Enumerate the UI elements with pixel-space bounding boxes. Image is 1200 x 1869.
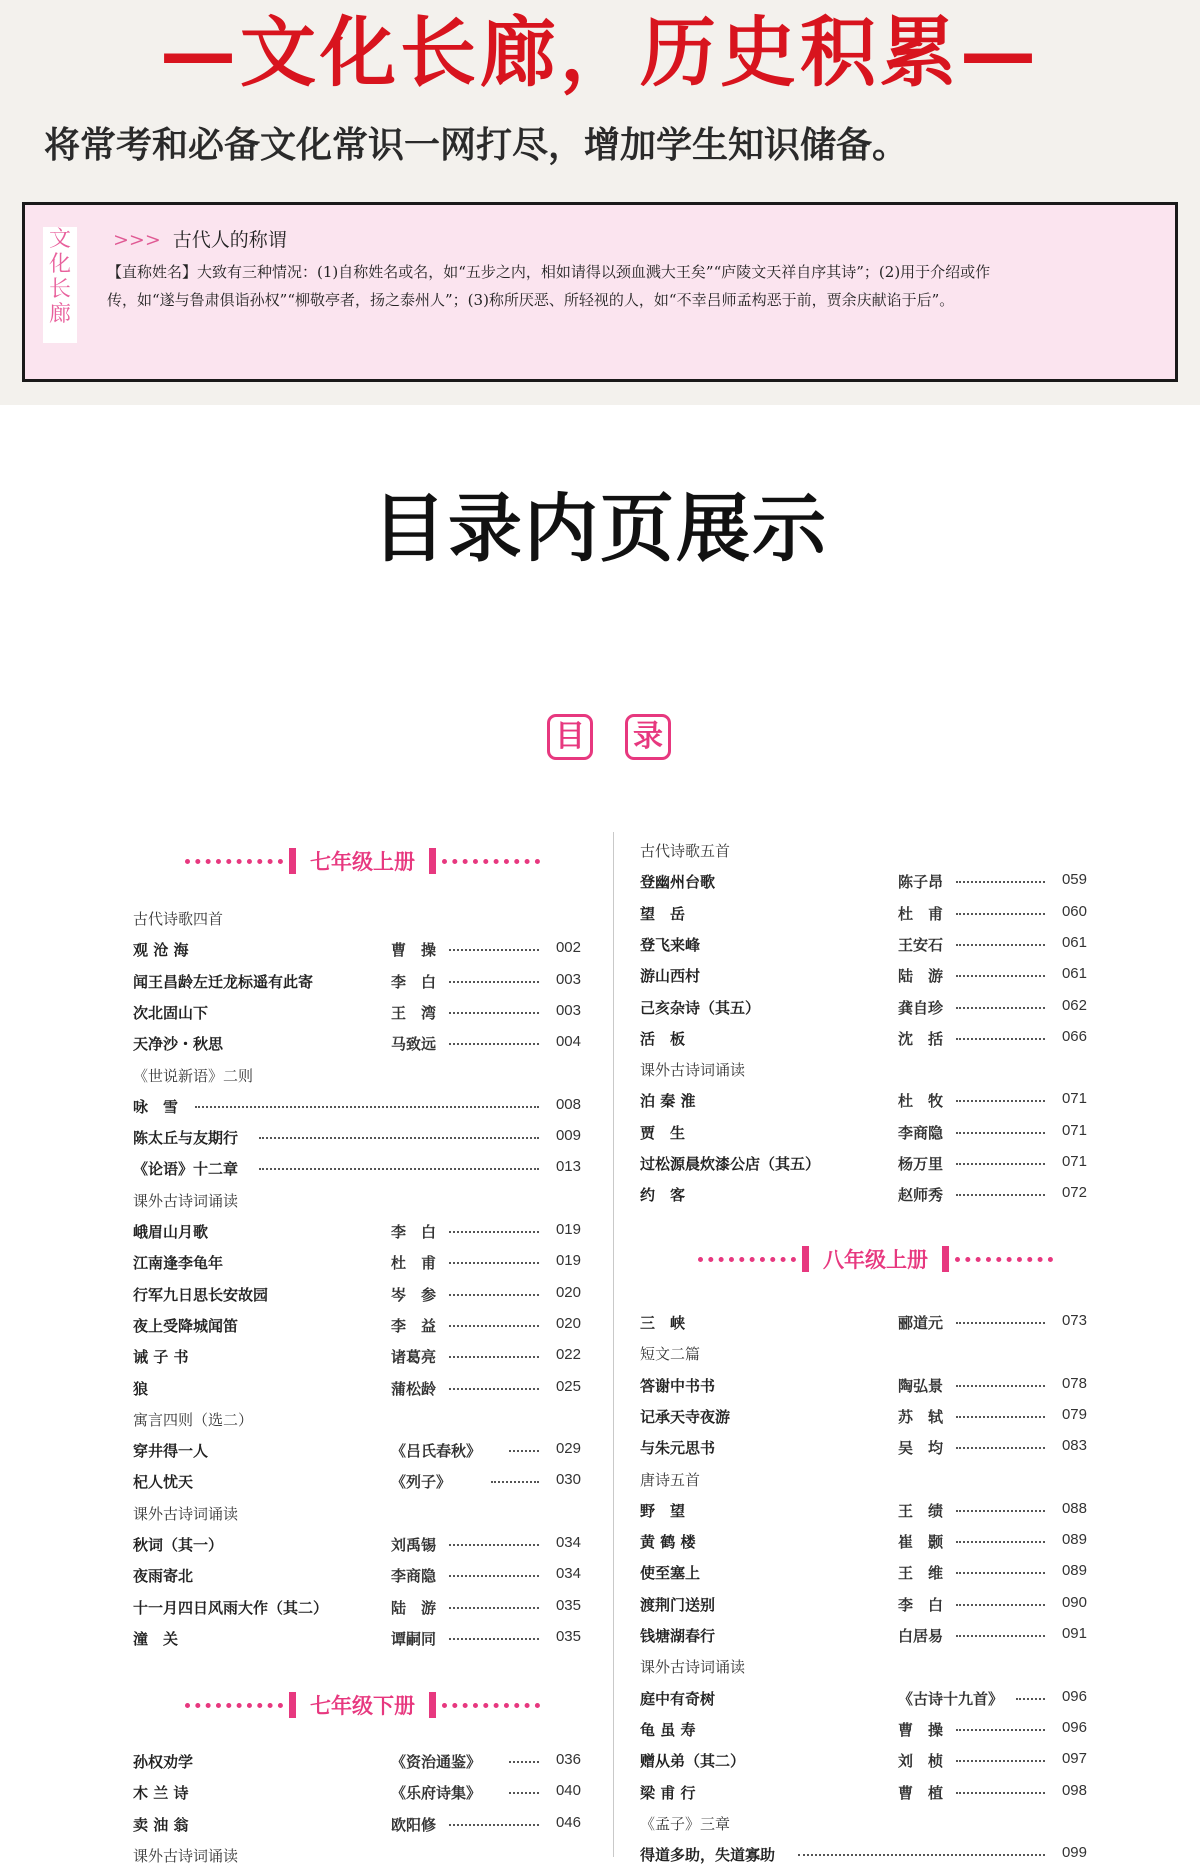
toc-entry xyxy=(640,930,1087,958)
toc-entry xyxy=(640,899,1087,927)
toc-page-number: 013 xyxy=(555,1158,581,1176)
toc-entry xyxy=(640,993,1087,1021)
toc-entry xyxy=(640,1055,1087,1083)
toc-title: 泊 秦 淮 xyxy=(640,1092,696,1111)
leader-dots xyxy=(259,1168,539,1170)
toc-entry xyxy=(133,1467,581,1495)
toc-page-number: 003 xyxy=(555,1001,581,1019)
toc-title: 野 望 xyxy=(640,1501,686,1520)
toc-entry xyxy=(133,1342,581,1370)
toc-page-number: 004 xyxy=(555,1033,581,1051)
leader-dots xyxy=(1016,1698,1045,1700)
toc-entry xyxy=(133,1248,581,1276)
leader-dots xyxy=(449,1262,539,1264)
toc-author: 《列子》 xyxy=(391,1473,452,1492)
toc-title: 夜雨寄北 xyxy=(133,1567,194,1586)
leader-dots xyxy=(449,1325,539,1327)
toc-entry xyxy=(640,1086,1087,1114)
toc-author: 曹 植 xyxy=(898,1783,944,1802)
leader-dots xyxy=(956,975,1045,977)
grade-label: 七年级下册 xyxy=(310,1694,415,1718)
toc-page-number: 088 xyxy=(1061,1499,1087,1517)
toc-entry xyxy=(640,1558,1087,1586)
toc-entry xyxy=(133,1217,581,1245)
toc-title: 短文二篇 xyxy=(640,1345,701,1364)
accent-bar xyxy=(289,848,296,874)
toc-entry xyxy=(640,1527,1087,1555)
toc-author: 白居易 xyxy=(898,1627,944,1645)
toc-entry xyxy=(133,1311,581,1339)
toc-author: 刘 桢 xyxy=(898,1752,944,1771)
leader-dots xyxy=(956,1132,1045,1134)
toc-page-number: 003 xyxy=(555,970,581,988)
leader-dots xyxy=(956,1194,1045,1196)
toc-author: 《吕氏春秋》 xyxy=(391,1442,482,1461)
leader-dots xyxy=(449,1012,539,1014)
toc-title: 活 板 xyxy=(640,1029,686,1048)
toc-title: 杞人忧天 xyxy=(133,1473,194,1492)
toc-author: 陶弘景 xyxy=(898,1376,944,1395)
toc-author: 《乐府诗集》 xyxy=(391,1784,482,1803)
leader-dots xyxy=(956,1760,1045,1762)
toc-entry xyxy=(133,1436,581,1464)
toc-entry xyxy=(640,1433,1087,1461)
toc-page-number: 034 xyxy=(555,1565,581,1583)
toc-entry xyxy=(133,1841,581,1869)
toc-page-number: 062 xyxy=(1061,996,1087,1014)
toc-title: 古代诗歌四首 xyxy=(133,910,224,928)
leader-dots xyxy=(449,981,539,983)
toc-author: 沈 括 xyxy=(898,1029,944,1048)
toc-author: 马致远 xyxy=(391,1035,437,1054)
toc-author: 李 益 xyxy=(391,1316,437,1335)
accent-bar xyxy=(942,1246,949,1272)
toc-entry xyxy=(133,1061,581,1089)
toc-entry xyxy=(133,1029,581,1057)
toc-entry xyxy=(133,1374,581,1402)
toc-title: 《世说新语》二则 xyxy=(133,1066,254,1085)
toc-entry xyxy=(133,1499,581,1527)
toc-entry xyxy=(133,1092,581,1120)
culture-sample-box xyxy=(22,202,1178,382)
box-text-line: 【直称姓名】大致有三种情况：(1)自称姓名或名，如“五步之内，相如请得以颈血溅大王矣”“庐陵文天祥自序其诗”；(2)用于介绍或作 xyxy=(107,263,991,281)
toc-entry xyxy=(133,1747,581,1775)
toc-title: 得道多助，失道寡助 xyxy=(640,1846,776,1865)
toc-title: 答谢中书书 xyxy=(640,1376,716,1395)
leader-dots xyxy=(509,1761,539,1763)
toc-author: 龚自珍 xyxy=(898,998,944,1017)
toc-title: 次北固山下 xyxy=(133,1003,209,1022)
toc-page-number: 019 xyxy=(555,1252,581,1270)
toc-title: 黄 鹤 楼 xyxy=(640,1533,696,1552)
grade-heading-7b xyxy=(185,1690,540,1720)
toc-entry xyxy=(133,1405,581,1433)
leader-dots xyxy=(449,1638,539,1640)
toc-page-number: 091 xyxy=(1061,1625,1087,1642)
toc-author: 王 湾 xyxy=(391,1003,437,1022)
dotted-rule xyxy=(955,1257,1053,1262)
leader-dots xyxy=(798,1854,1045,1856)
toc-entry xyxy=(133,1280,581,1308)
toc-title: 诫 子 书 xyxy=(133,1348,189,1367)
toc-author: 郦道元 xyxy=(898,1314,944,1332)
toc-title: 庭中有奇树 xyxy=(640,1689,716,1708)
toc-entry xyxy=(640,1496,1087,1524)
leader-dots xyxy=(195,1106,539,1108)
toc-page-number: 030 xyxy=(555,1471,581,1489)
box-title: 古代人的称谓 xyxy=(172,229,287,251)
toc-entry xyxy=(133,904,581,932)
toc-author: 吴 均 xyxy=(898,1439,944,1458)
toc-title: 约 客 xyxy=(640,1186,686,1205)
toc-entry xyxy=(640,1809,1087,1837)
toc-title: 游山西村 xyxy=(640,967,701,986)
leader-dots xyxy=(956,1604,1045,1606)
leader-dots xyxy=(956,1322,1045,1324)
toc-page-number: 098 xyxy=(1061,1781,1087,1799)
toc-author: 李 白 xyxy=(391,972,437,991)
toc-author: 赵师秀 xyxy=(898,1186,944,1205)
toc-title: 行军九日思长安故园 xyxy=(133,1285,269,1304)
toc-page-number: 071 xyxy=(1061,1121,1087,1139)
toc-title: 咏 雪 xyxy=(133,1097,179,1116)
toc-page-number: 078 xyxy=(1061,1374,1087,1392)
tag-char: 廊 xyxy=(48,302,71,327)
toc-author: 李商隐 xyxy=(391,1567,437,1586)
dotted-rule xyxy=(442,859,540,864)
toc-author: 《古诗十九首》 xyxy=(898,1689,1004,1708)
banner-subline: 将常考和必备文化常识一网打尽，增加学生知识储备。 xyxy=(44,125,909,166)
toc-page-number: 059 xyxy=(1061,871,1087,889)
leader-dots xyxy=(956,913,1045,915)
toc-entry xyxy=(640,1840,1087,1868)
toc-author: 苏 轼 xyxy=(898,1407,944,1426)
toc-author: 刘禹锡 xyxy=(391,1536,437,1554)
leader-dots xyxy=(956,1541,1045,1543)
toc-entry xyxy=(640,1715,1087,1743)
leader-dots xyxy=(259,1137,539,1139)
toc-author: 王安石 xyxy=(898,935,944,954)
toc-entry xyxy=(640,1746,1087,1774)
grade-heading-8a xyxy=(698,1244,1053,1274)
toc-title: 望 岳 xyxy=(640,904,686,923)
toc-author: 王 维 xyxy=(898,1564,944,1583)
toc-author: 欧阳修 xyxy=(391,1815,437,1834)
tag-char: 化 xyxy=(48,252,71,277)
toc-page-number: 099 xyxy=(1061,1844,1087,1862)
toc-entry xyxy=(133,1593,581,1621)
toc-entry xyxy=(640,1118,1087,1146)
toc-entry xyxy=(640,1149,1087,1177)
toc-entry xyxy=(640,1684,1087,1712)
toc-title: 课外古诗词诵读 xyxy=(133,1846,239,1865)
toc-title: 《孟子》三章 xyxy=(640,1814,731,1833)
toc-entry xyxy=(133,1810,581,1838)
toc-entry xyxy=(640,1371,1087,1399)
toc-entry xyxy=(133,935,581,963)
toc-page-number: 097 xyxy=(1061,1750,1087,1768)
toc-page-number: 020 xyxy=(555,1283,581,1301)
toc-entry xyxy=(133,1624,581,1652)
toc-title: 三 峡 xyxy=(640,1314,686,1332)
leader-dots xyxy=(449,1388,539,1390)
toc-page-number: 060 xyxy=(1061,902,1087,920)
toc-author: 陈子昂 xyxy=(898,873,944,892)
toc-page-number: 002 xyxy=(555,939,581,957)
toc-page-number: 073 xyxy=(1061,1312,1087,1329)
toc-page-number: 036 xyxy=(555,1751,581,1768)
section-title: 目录内页展示 xyxy=(372,486,828,572)
toc-title: 峨眉山月歌 xyxy=(133,1223,209,1241)
toc-entry xyxy=(640,1778,1087,1806)
leader-dots xyxy=(449,1544,539,1546)
toc-page-number: 025 xyxy=(555,1377,581,1395)
toc-heading-char: 录 xyxy=(625,714,671,760)
toc-title: 夜上受降城闻笛 xyxy=(133,1316,239,1335)
toc-title: 登幽州台歌 xyxy=(640,873,716,892)
toc-entry xyxy=(133,1778,581,1806)
toc-entry xyxy=(640,1402,1087,1430)
toc-page-number: 071 xyxy=(1061,1153,1087,1170)
toc-entry xyxy=(640,1339,1087,1367)
toc-page-number: 035 xyxy=(555,1596,581,1614)
toc-page-number: 061 xyxy=(1061,965,1087,983)
toc-page-number: 046 xyxy=(555,1813,581,1831)
leader-dots xyxy=(956,1729,1045,1731)
toc-title: 秋词（其一） xyxy=(133,1536,224,1554)
leader-dots xyxy=(449,949,539,951)
toc-author: 岑 参 xyxy=(391,1285,437,1304)
banner-slogan: —文化长廊，历史积累— xyxy=(160,8,1040,97)
toc-title: 天净沙・秋思 xyxy=(133,1035,224,1054)
toc-heading-char: 目 xyxy=(547,714,593,760)
toc-entry xyxy=(640,1621,1087,1649)
grade-label: 七年级上册 xyxy=(310,850,415,874)
toc-title: 课外古诗词诵读 xyxy=(640,1061,746,1080)
toc-title: 木 兰 诗 xyxy=(133,1784,189,1803)
toc-author: 曹 操 xyxy=(391,941,437,960)
toc-author: 杨万里 xyxy=(898,1155,944,1173)
dotted-rule xyxy=(698,1257,796,1262)
toc-entry xyxy=(133,1123,581,1151)
toc-page-number: 089 xyxy=(1061,1562,1087,1580)
leader-dots xyxy=(956,1447,1045,1449)
toc-page-number: 029 xyxy=(555,1440,581,1458)
toc-author: 李商隐 xyxy=(898,1123,944,1142)
leader-dots xyxy=(449,1824,539,1826)
toc-page-number: 008 xyxy=(555,1095,581,1113)
toc-title: 使至塞上 xyxy=(640,1564,701,1583)
leader-dots xyxy=(449,1043,539,1045)
toc-page-number: 022 xyxy=(555,1346,581,1364)
leader-dots xyxy=(449,1231,539,1233)
arrows-icon: >>> xyxy=(113,229,161,251)
leader-dots xyxy=(956,1635,1045,1637)
toc-title: 己亥杂诗（其五） xyxy=(640,998,761,1017)
toc-title: 贾 生 xyxy=(640,1123,686,1142)
toc-page-number: 096 xyxy=(1061,1687,1087,1705)
toc-page-number: 066 xyxy=(1061,1027,1087,1045)
accent-bar xyxy=(429,1692,436,1718)
toc-entry xyxy=(133,1186,581,1214)
toc-entry xyxy=(133,998,581,1026)
toc-title: 闻王昌龄左迁龙标遥有此寄 xyxy=(133,972,314,991)
leader-dots xyxy=(449,1575,539,1577)
toc-page-number: 040 xyxy=(555,1782,581,1800)
leader-dots xyxy=(956,1100,1045,1102)
toc-page-number: 034 xyxy=(555,1534,581,1551)
toc-title: 龟 虽 寿 xyxy=(640,1720,696,1739)
toc-entry xyxy=(640,1590,1087,1618)
dotted-rule xyxy=(185,1703,283,1708)
toc-author: 谭嗣同 xyxy=(391,1629,437,1648)
leader-dots xyxy=(956,1163,1045,1165)
culture-banner xyxy=(0,0,1200,405)
toc-author: 杜 牧 xyxy=(898,1092,944,1111)
toc-title: 过松源晨炊漆公店（其五） xyxy=(640,1155,821,1173)
toc-author: 崔 颢 xyxy=(898,1533,944,1552)
toc-page-number: 079 xyxy=(1061,1405,1087,1423)
grade-heading-7a xyxy=(185,846,540,876)
toc-title: 古代诗歌五首 xyxy=(640,842,731,860)
toc-title: 潼 关 xyxy=(133,1629,179,1648)
grade-label: 八年级上册 xyxy=(823,1248,928,1272)
dotted-rule xyxy=(185,859,283,864)
toc-entry xyxy=(640,961,1087,989)
toc-author: 杜 甫 xyxy=(898,904,944,923)
toc-author: 《资治通鉴》 xyxy=(391,1753,482,1771)
leader-dots xyxy=(956,1038,1045,1040)
toc-title: 渡荆门送别 xyxy=(640,1595,716,1614)
toc-page-number: 089 xyxy=(1061,1531,1087,1549)
toc-page-number: 090 xyxy=(1061,1593,1087,1611)
toc-author: 李 白 xyxy=(898,1595,944,1614)
toc-title: 江南逢李龟年 xyxy=(133,1254,224,1273)
leader-dots xyxy=(449,1356,539,1358)
toc-author: 曹 操 xyxy=(898,1720,944,1739)
accent-bar xyxy=(429,848,436,874)
toc-title: 陈太丘与友期行 xyxy=(133,1129,239,1148)
toc-title: 观 沧 海 xyxy=(133,941,189,960)
toc-title: 课外古诗词诵读 xyxy=(133,1504,239,1523)
leader-dots xyxy=(956,1416,1045,1418)
box-text-line: 传，如“遂与鲁肃俱诣孙权”“柳敬亭者，扬之泰州人”；(3)称所厌恶、所轻视的人，如“不幸吕师孟构恶于前，贾余庆献谄于后”。 xyxy=(107,291,955,309)
toc-title: 狼 xyxy=(133,1379,149,1398)
toc-author: 王 绩 xyxy=(898,1501,944,1520)
leader-dots xyxy=(956,881,1045,883)
toc-author: 陆 游 xyxy=(898,967,944,986)
toc-entry xyxy=(133,967,581,995)
toc-title: 卖 油 翁 xyxy=(133,1815,189,1834)
toc-title: 赠从弟（其二） xyxy=(640,1752,746,1771)
tag-char: 文 xyxy=(48,227,71,252)
toc-author: 蒲松龄 xyxy=(391,1379,437,1398)
toc-title: 唐诗五首 xyxy=(640,1470,701,1489)
accent-bar xyxy=(289,1692,296,1718)
toc-title: 穿井得一人 xyxy=(133,1442,209,1461)
toc-entry xyxy=(640,1180,1087,1208)
toc-title: 记承天寺夜游 xyxy=(640,1407,731,1426)
toc-title: 十一月四日风雨大作（其二） xyxy=(133,1598,329,1617)
toc-entry xyxy=(133,1530,581,1558)
leader-dots xyxy=(449,1607,539,1609)
toc-entry xyxy=(640,836,1087,864)
toc-entry xyxy=(640,1024,1087,1052)
leader-dots xyxy=(449,1294,539,1296)
leader-dots xyxy=(956,1572,1045,1574)
column-divider xyxy=(613,832,614,1857)
toc-author: 陆 游 xyxy=(391,1598,437,1617)
toc-entry xyxy=(133,1154,581,1182)
toc-page-number: 009 xyxy=(555,1127,581,1145)
toc-title: 寓言四则（选二） xyxy=(133,1410,254,1429)
toc-page-number: 096 xyxy=(1061,1718,1087,1736)
toc-page-number: 072 xyxy=(1061,1184,1087,1202)
leader-dots xyxy=(956,1385,1045,1387)
toc-page-number: 071 xyxy=(1061,1090,1087,1108)
box-heading xyxy=(113,225,287,252)
leader-dots xyxy=(956,1510,1045,1512)
toc-title: 登飞来峰 xyxy=(640,935,701,954)
toc-entry xyxy=(640,1465,1087,1493)
toc-page-number: 083 xyxy=(1061,1437,1087,1455)
toc-page-number: 020 xyxy=(555,1314,581,1332)
toc-title: 钱塘湖春行 xyxy=(640,1627,716,1645)
accent-bar xyxy=(802,1246,809,1272)
leader-dots xyxy=(491,1481,539,1483)
toc-title: 《论语》十二章 xyxy=(133,1160,239,1179)
leader-dots xyxy=(509,1792,539,1794)
toc-title: 与朱元思书 xyxy=(640,1439,716,1458)
leader-dots xyxy=(509,1450,539,1452)
toc-entry xyxy=(640,867,1087,895)
tag-char: 长 xyxy=(48,277,71,302)
dotted-rule xyxy=(442,1703,540,1708)
toc-entry xyxy=(133,1561,581,1589)
toc-entry xyxy=(640,1652,1087,1680)
toc-title: 孙权劝学 xyxy=(133,1753,194,1771)
toc-author: 李 白 xyxy=(391,1223,437,1241)
toc-title: 课外古诗词诵读 xyxy=(640,1658,746,1677)
toc-title: 课外古诗词诵读 xyxy=(133,1191,239,1210)
leader-dots xyxy=(956,1792,1045,1794)
culture-corridor-tag xyxy=(43,227,77,343)
leader-dots xyxy=(956,944,1045,946)
toc-author: 诸葛亮 xyxy=(391,1348,437,1367)
toc-author: 杜 甫 xyxy=(391,1254,437,1273)
toc-page-number: 061 xyxy=(1061,933,1087,951)
toc-title: 梁 甫 行 xyxy=(640,1783,696,1802)
leader-dots xyxy=(956,1007,1045,1009)
toc-entry xyxy=(640,1308,1087,1336)
toc-page-number: 035 xyxy=(555,1627,581,1645)
toc-page-number: 019 xyxy=(555,1221,581,1238)
